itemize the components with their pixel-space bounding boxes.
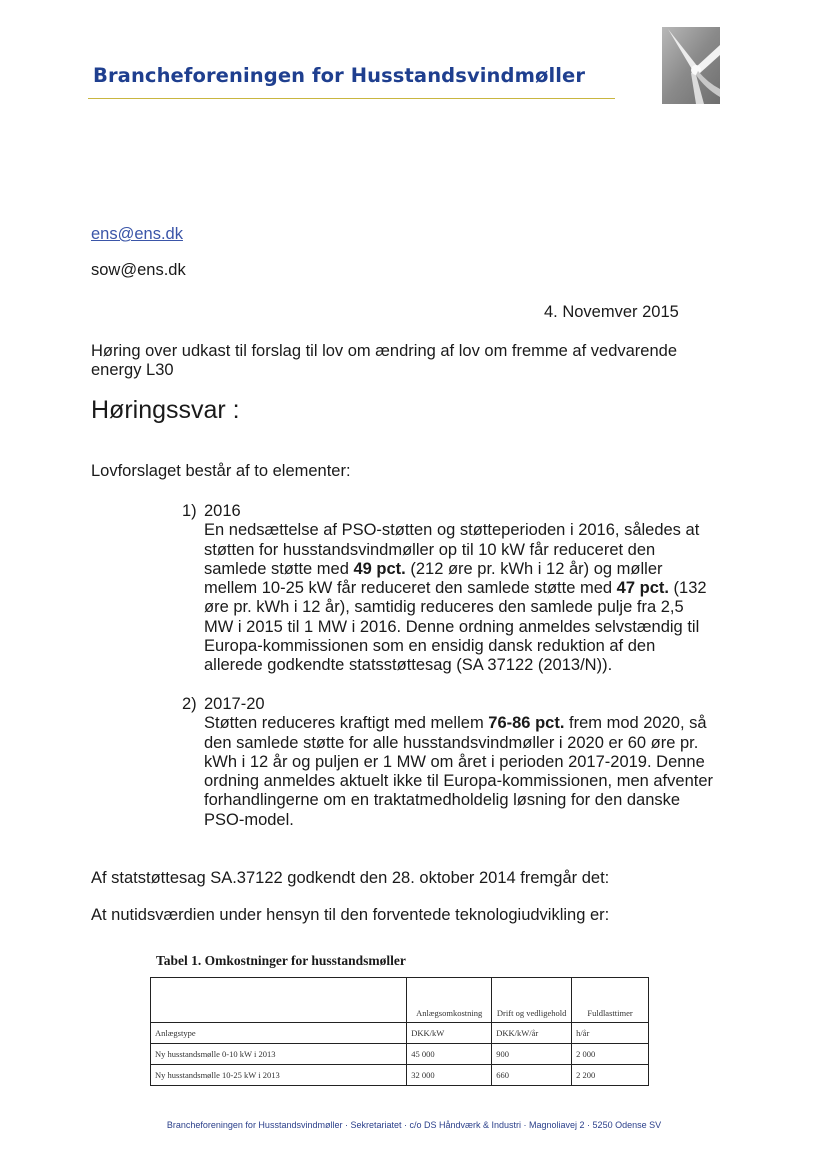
list-item-year: 2017-20 (204, 695, 265, 713)
email-recipient: sow@ens.dk (91, 261, 186, 279)
table-cell: DKK/kW (407, 1023, 492, 1044)
organization-title: Brancheforeningen for Husstandsvindmøller (93, 64, 586, 87)
table-header-cell: Fuldlasttimer (572, 978, 649, 1023)
list-item-number: 1) (182, 502, 197, 520)
table-header-cell: Anlægsomkostning (407, 978, 492, 1023)
list-item-body: Støtten reduceres kraftigt med mellem 76-86 pct. frem mod 2020, så den samlede støtte for alle husstandsvindmøller i 2020 er 60 øre pr. kWh i 12 år og puljen er 1 MW om året i perioden 2017-2019. Denne ordning anmeldes aktuelt ikke til Europa-kommissionen, men afventer forhandlingerne om en traktatmedholdelig løsning for den danske PSO-model. (204, 714, 714, 829)
table-cell: h/år (572, 1023, 649, 1044)
table-row (151, 1044, 649, 1065)
email-link-ens[interactable]: ens@ens.dk (91, 225, 183, 243)
list-item-year: 2016 (204, 502, 241, 520)
paragraph-nutidsvaerdi: At nutidsværdien under hensyn til den forventede teknologiudvikling er: (91, 906, 610, 924)
page-heading: Høringssvar : (91, 396, 240, 424)
intro-text: Lovforslaget består af to elementer: (91, 462, 351, 480)
table-cell: 2 000 (572, 1044, 649, 1065)
cost-table (150, 977, 649, 1086)
table-header-cell (151, 978, 407, 1023)
wind-turbine-photo (662, 27, 720, 104)
table-header-row (151, 978, 649, 1023)
table-cell: 900 (492, 1044, 572, 1065)
subject-line: Høring over udkast til forslag til lov om ændring af lov om fremme af vedvarende energy L30 (91, 342, 677, 379)
header-rule (88, 98, 615, 99)
list-item-body: En nedsættelse af PSO-støtten og støtteperioden i 2016, således at støtten for husstandsvindmøller op til 10 kW får reduceret den samlede støtte med 49 pct. (212 øre pr. kWh i 12 år) og møller mellem 10-25 kW får reduceret den samlede støtte med 47 pct. (132 øre pr. kWh i 12 år), samtidig reduceres den samlede pulje fra 2,5 MW i 2015 til 1 MW i 2016. Denne ordning anmeldes selvstændig til Europa-kommissionen som en ensidig dansk reduktion af den allerede godkendte statsstøttesag (SA 37122 (2013/N)). (204, 521, 707, 675)
table-units-row (151, 1023, 649, 1044)
table-cell: 660 (492, 1065, 572, 1086)
table-cell: 45 000 (407, 1044, 492, 1065)
table-cell: Ny husstandsmølle 10-25 kW i 2013 (151, 1065, 407, 1086)
table-header-cell: Drift og vedligehold (492, 978, 572, 1023)
list-item-number: 2) (182, 695, 197, 713)
table-row (151, 1065, 649, 1086)
table-cell: DKK/kW/år (492, 1023, 572, 1044)
table-cell: 2 200 (572, 1065, 649, 1086)
table-cell: Ny husstandsmølle 0-10 kW i 2013 (151, 1044, 407, 1065)
table-cell: Anlægstype (151, 1023, 407, 1044)
letter-date: 4. Novemver 2015 (544, 303, 679, 321)
table-cell: 32 000 (407, 1065, 492, 1086)
page-footer: Brancheforeningen for Husstandsvindmøller · Sekretariatet · c/o DS Håndværk & Industri · Magnoliavej 2 · 5250 Odense SV (166, 1120, 662, 1130)
paragraph-statstottesag: Af statstøttesag SA.37122 godkendt den 28. oktober 2014 fremgår det: (91, 869, 610, 887)
table-caption: Tabel 1. Omkostninger for husstandsmøller (156, 953, 406, 968)
